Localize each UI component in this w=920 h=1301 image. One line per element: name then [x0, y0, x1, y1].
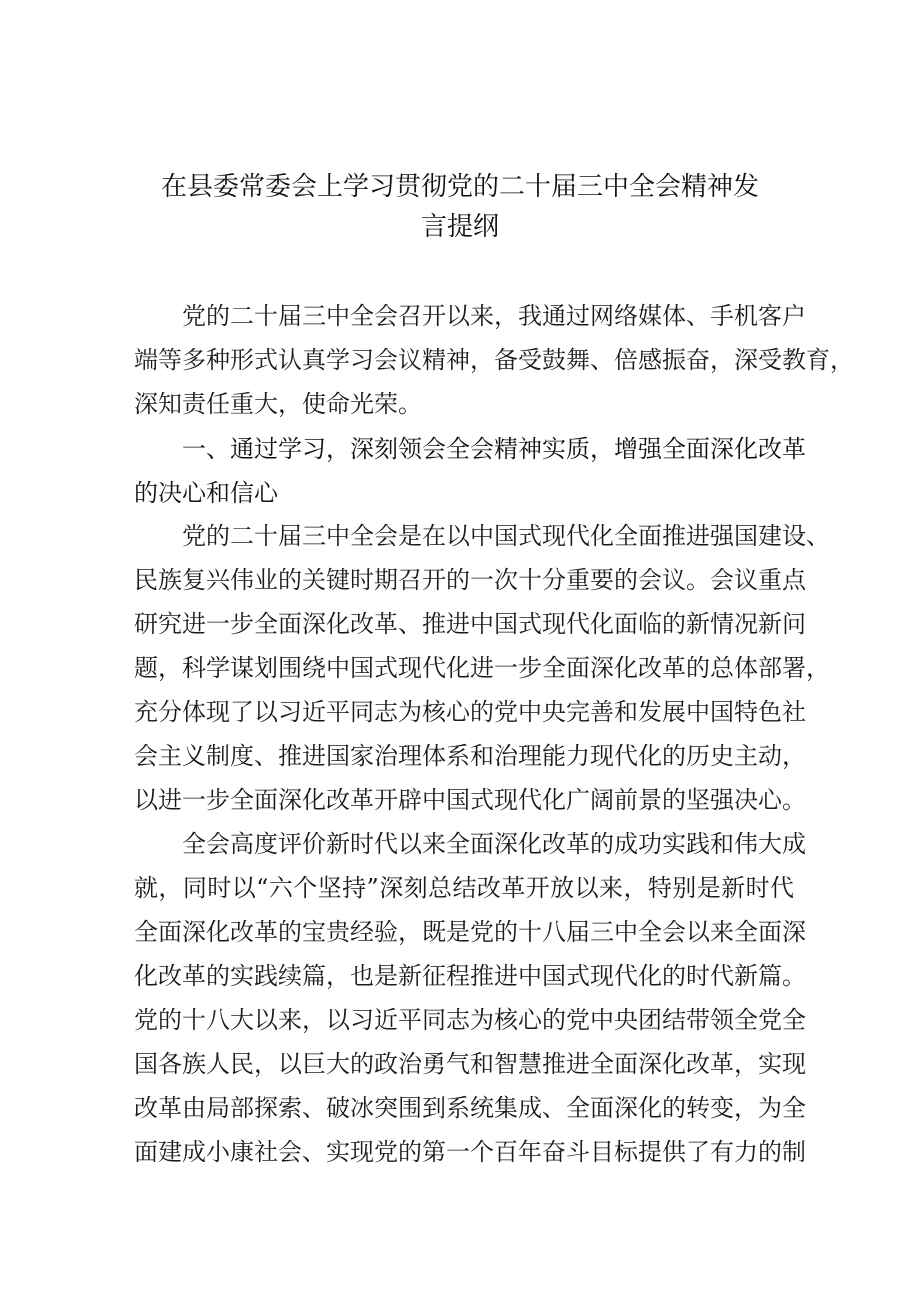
body-paragraph-line: 民族复兴伟业的关键时期召开的一次十分重要的会议。会议重点	[134, 566, 806, 594]
body-paragraph-line: 全会高度评价新时代以来全面深化改革的成功实践和伟大成	[182, 830, 806, 858]
body-paragraph-line: 就，同时以“六个坚持”深刻总结改革开放以来，特别是新时代	[134, 874, 794, 902]
intro-paragraph-line: 深知责任重大，使命光荣。	[134, 390, 422, 418]
body-paragraph-line: 党的二十届三中全会是在以中国式现代化全面推进强国建设、	[182, 522, 830, 550]
body-paragraph-line: 充分体现了以习近平同志为核心的党中央完善和发展中国特色社	[134, 698, 806, 726]
body-paragraph-line: 化改革的实践续篇，也是新征程推进中国式现代化的时代新篇。	[134, 962, 806, 990]
section-heading-line: 一、通过学习，深刻领会全会精神实质，增强全面深化改革	[182, 435, 806, 463]
body-paragraph-line: 面建成小康社会、实现党的第一个百年奋斗目标提供了有力的制	[134, 1138, 806, 1166]
body-paragraph-line: 题，科学谋划围绕中国式现代化进一步全面深化改革的总体部署，	[134, 654, 830, 682]
document-title-line: 言提纲	[420, 212, 499, 242]
body-paragraph-line: 以进一步全面深化改革开辟中国式现代化广阔前景的坚强决心。	[134, 786, 806, 814]
body-paragraph-line: 会主义制度、推进国家治理体系和治理能力现代化的历史主动，	[134, 742, 806, 770]
intro-paragraph-line: 端等多种形式认真学习会议精神，备受鼓舞、倍感振奋，深受教育，	[134, 346, 854, 374]
section-heading-line: 的决心和信心	[134, 479, 278, 507]
body-paragraph-line: 研究进一步全面深化改革、推进中国式现代化面临的新情况新问	[134, 610, 806, 638]
body-paragraph-line: 全面深化改革的宝贵经验，既是党的十八届三中全会以来全面深	[134, 918, 806, 946]
body-paragraph-line: 党的十八大以来，以习近平同志为核心的党中央团结带领全党全	[134, 1006, 806, 1034]
body-paragraph-line: 国各族人民，以巨大的政治勇气和智慧推进全面深化改革，实现	[134, 1050, 806, 1078]
intro-paragraph-line: 党的二十届三中全会召开以来，我通过网络媒体、手机客户	[182, 302, 806, 330]
document-title-line: 在县委常委会上学习贯彻党的二十届三中全会精神发	[160, 172, 759, 202]
body-paragraph-line: 改革由局部探索、破冰突围到系统集成、全面深化的转变，为全	[134, 1094, 806, 1122]
